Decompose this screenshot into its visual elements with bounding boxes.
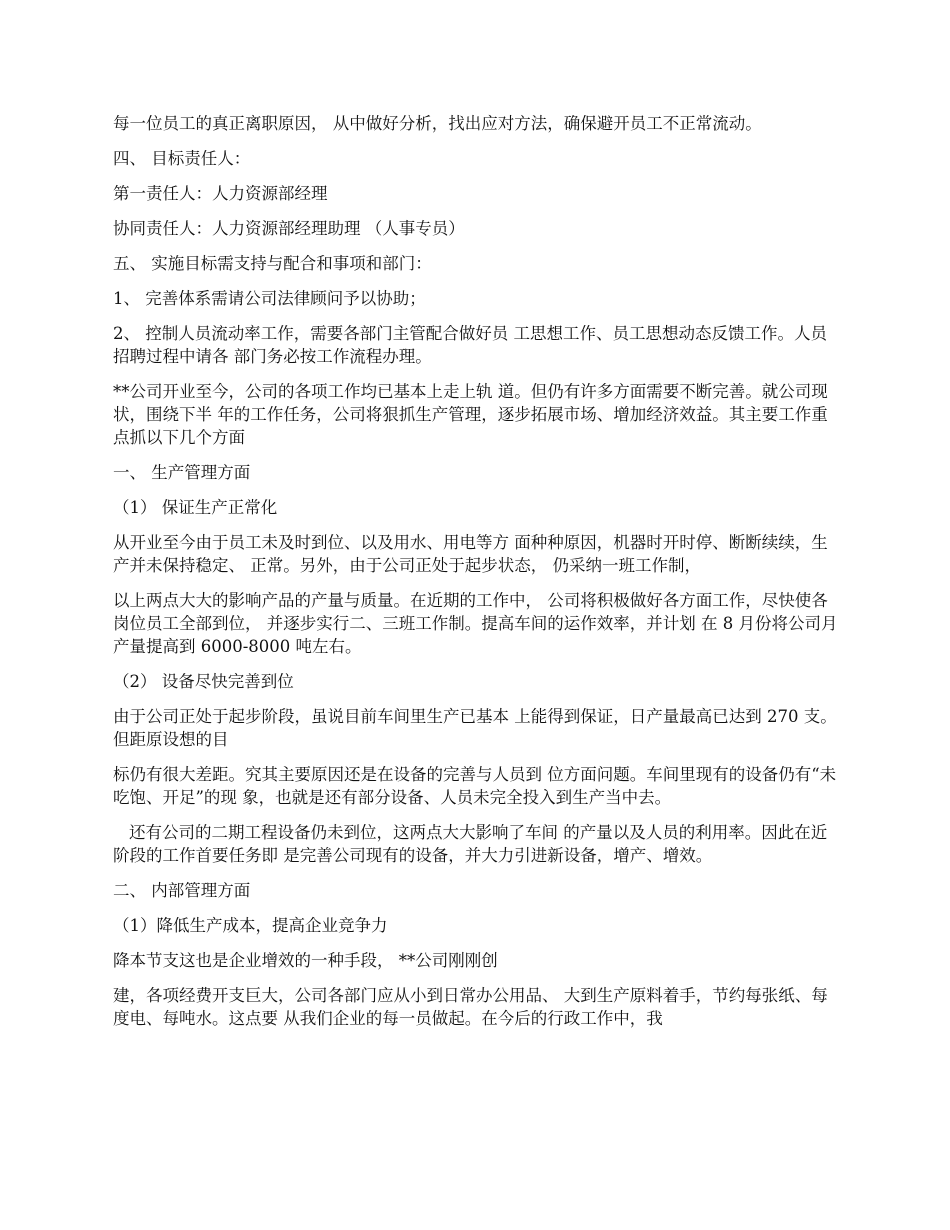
section-heading: 四、 目标责任人： [113,149,251,168]
section-heading: 五、 实施目标需支持与配合和事项和部门： [113,254,432,273]
paragraph: **公司开业至今，公司的各项工作均已基本上走上轨 道。但仍有许多方面需要不断完善。就公司现状，围绕下半 年的工作任务，公司将狠抓生产管理，逐步拓展市场、增加经济效益。其主要工作重点抓以下几个方面 [113,382,828,447]
paragraph: 从开业至今由于员工未及时到位、以及用水、用电等方 面种种原因，机器时开时停、断断续续，生产并未保持稳定、 正常。另外，由于公司正处于起步状态， 仍采纳一班工作制， [113,533,828,575]
paragraph: 由于公司正处于起步阶段，虽说目前车间里生产已基本 上能得到保证，日产量最高已达到 270 支。但距原设想的目 [113,707,837,749]
section-heading: 一、 生产管理方面 [113,463,251,482]
subsection-heading: （2） 设备尽快完善到位 [113,672,294,691]
document-page [113,112,843,1042]
paragraph: 还有公司的二期工程设备仍未到位，这两点大大影响了车间 的产量以及人员的利用率。因此在近阶段的工作首要任务即 是完善公司现有的设备，并大力引进新设备，增产、增效。 [113,823,828,865]
paragraph: 以上两点大大的影响产品的产量与质量。在近期的工作中， 公司将积极做好各方面工作，尽快使各岗位员工全部到位， 并逐步实行二、三班工作制。提高车间的运作效率，并计划 在 8 月份将公司月产量提高到 6000-8000 吨左右。 [113,591,838,656]
paragraph: 协同责任人：人力资源部经理助理 （人事专员） [113,219,465,238]
section-heading: 二、 内部管理方面 [113,881,251,900]
paragraph: 建，各项经费开支巨大，公司各部门应从小到日常办公用品、 大到生产原料着手，节约每张纸、每度电、每吨水。这点要 从我们企业的每一员做起。在今后的行政工作中，我 [113,986,828,1028]
paragraph: 第一责任人：人力资源部经理 [113,184,328,203]
list-item: 1、 完善体系需请公司法律顾问予以协助； [113,289,426,308]
paragraph: 每一位员工的真正离职原因， 从中做好分析，找出应对方法，确保避开员工不正常流动。 [113,114,762,133]
subsection-heading: （1）降低生产成本，提高企业竞争力 [113,916,388,935]
paragraph: 标仍有很大差距。究其主要原因还是在设备的完善与人员到 位方面问题。车间里现有的设备仍有“未吃饱、开足”的现 象，也就是还有部分设备、人员未完全投入到生产当中去。 [113,765,837,807]
list-item: 2、 控制人员流动率工作，需要各部门主管配合做好员 工思想工作、员工思想动态反馈工作。人员招聘过程中请各 部门务必按工作流程办理。 [113,324,827,366]
subsection-heading: （1） 保证生产正常化 [113,498,278,517]
paragraph: 降本节支这也是企业增效的一种手段， **公司刚刚创 [113,951,498,970]
